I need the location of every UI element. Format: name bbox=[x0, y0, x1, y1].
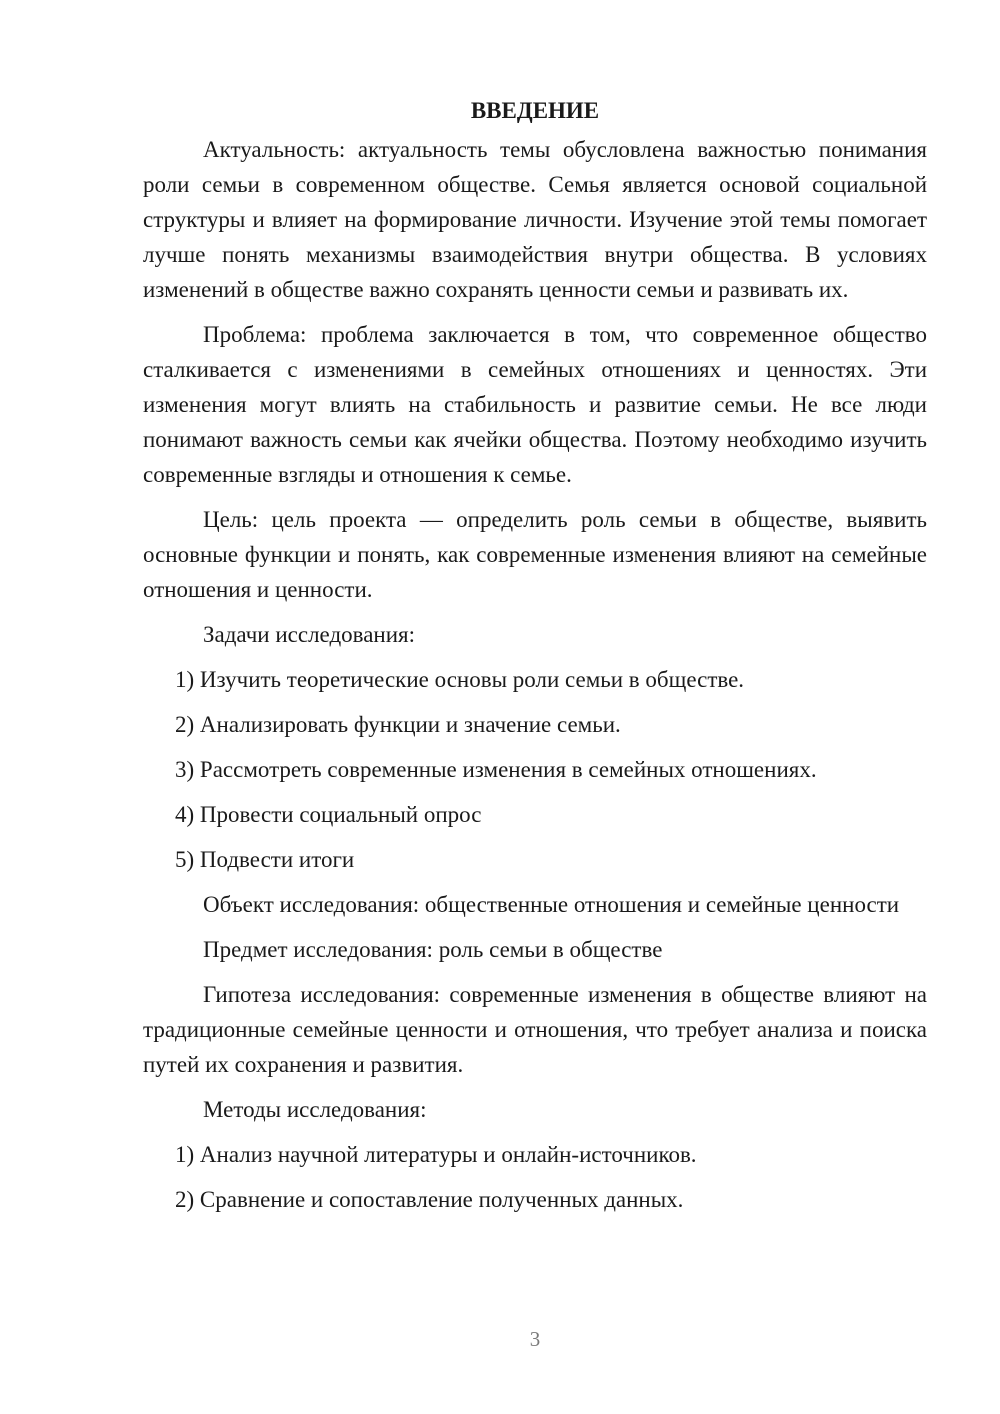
tasks-heading: Задачи исследования: bbox=[203, 622, 416, 647]
task-item-4: 4) Провести социальный опрос bbox=[175, 802, 482, 827]
hypothesis-paragraph: Гипотеза исследования: современные изменения в обществе влияют на традиционные семейные ценности и отношения, что требует анализа и поиска путей их сохранения и развития. bbox=[143, 982, 927, 1077]
object-paragraph: Объект исследования: общественные отношения и семейные ценности bbox=[203, 892, 900, 917]
goal-paragraph: Цель: цель проекта — определить роль семьи в обществе, выявить основные функции и понять, как современные изменения влияют на семейные отношения и ценности. bbox=[143, 507, 927, 602]
page-title: ВВЕДЕНИЕ bbox=[470, 98, 600, 123]
method-item-2: 2) Сравнение и сопоставление полученных данных. bbox=[175, 1187, 684, 1212]
relevance-paragraph: Актуальность: актуальность темы обусловлена важностью понимания роли семьи в современном обществе. Семья является основой социальной структуры и влияет на формирование личности. Изучение этой темы помогает лучше понять механизмы взаимодействия внутри общества. В условиях изменений в обществе важно сохранять ценности семьи и развивать их. bbox=[143, 137, 927, 302]
page-number: 3 bbox=[529, 1327, 541, 1351]
method-item-1: 1) Анализ научной литературы и онлайн-источников. bbox=[175, 1142, 697, 1167]
task-item-1: 1) Изучить теоретические основы роли семьи в обществе. bbox=[175, 667, 745, 692]
task-item-5: 5) Подвести итоги bbox=[175, 847, 355, 872]
document-body bbox=[143, 93, 927, 1227]
subject-paragraph: Предмет исследования: роль семьи в обществе bbox=[203, 937, 663, 962]
problem-paragraph: Проблема: проблема заключается в том, что современное общество сталкивается с изменениями в семейных отношениях и ценностях. Эти изменения могут влиять на стабильность и развитие семьи. Не все люди понимают важность семьи как ячейки общества. Поэтому необходимо изучить современные взгляды и отношения к семье. bbox=[143, 322, 927, 487]
methods-heading: Методы исследования: bbox=[203, 1097, 427, 1122]
task-item-3: 3) Рассмотреть современные изменения в семейных отношениях. bbox=[175, 757, 817, 782]
task-item-2: 2) Анализировать функции и значение семьи. bbox=[175, 712, 621, 737]
